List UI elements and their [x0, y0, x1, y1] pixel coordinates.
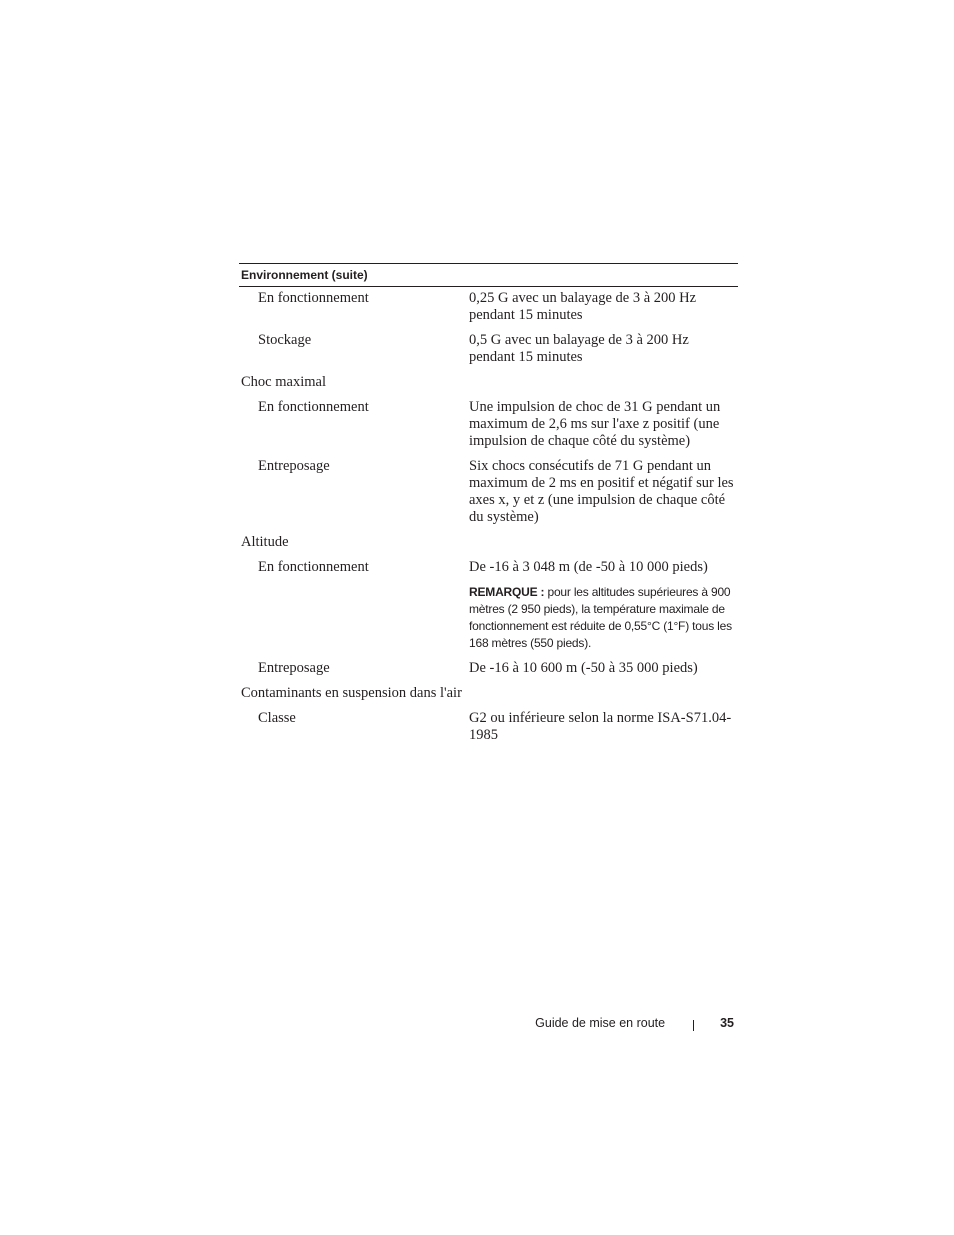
- table-row: [239, 450, 738, 526]
- section-label: Altitude: [241, 534, 289, 550]
- row-label: Entreposage: [258, 458, 330, 474]
- row-value: Une impulsion de choc de 31 G pendant un maximum de 2,6 ms sur l'axe z positif (une impulsion de chaque côté du système): [469, 399, 721, 449]
- row-label: Entreposage: [258, 660, 330, 676]
- table-section-row: [239, 366, 738, 391]
- table-row: [239, 702, 738, 744]
- table-row: [239, 324, 738, 366]
- row-label: En fonctionnement: [258, 559, 369, 575]
- row-label: Classe: [258, 710, 296, 726]
- row-value: [462, 685, 738, 702]
- guide-title: Guide de mise en route: [535, 1016, 666, 1030]
- section-label: Contaminants en suspension dans l'air: [241, 685, 462, 701]
- row-value: 0,5 G avec un balayage de 3 à 200 Hz pendant 15 minutes: [469, 332, 689, 365]
- row-value: G2 ou inférieure selon la norme ISA-S71.04-1985: [469, 710, 732, 743]
- row-label: En fonctionnement: [258, 290, 369, 306]
- altitude-note: [239, 576, 738, 652]
- environment-spec-table: [239, 263, 738, 744]
- table-row: [239, 287, 738, 324]
- section-label: Choc maximal: [241, 374, 326, 390]
- row-value: [469, 374, 738, 391]
- row-value: De -16 à 3 048 m (de -50 à 10 000 pieds): [469, 559, 708, 575]
- row-label: Stockage: [258, 332, 312, 348]
- page-footer: [535, 1016, 734, 1030]
- table-section-row: [239, 677, 738, 702]
- footer-separator: [693, 1020, 694, 1031]
- table-header: Environnement (suite): [239, 263, 738, 287]
- page-number: 35: [720, 1016, 734, 1030]
- row-value: Six chocs consécutifs de 71 G pendant un maximum de 2 ms en positif et négatif sur les axes x, y et z (une impulsion de chaque côté du système): [469, 458, 734, 525]
- table-row: [239, 391, 738, 450]
- row-label: En fonctionnement: [258, 399, 369, 415]
- row-value: De -16 à 10 600 m (-50 à 35 000 pieds): [469, 660, 698, 676]
- note-prefix: REMARQUE :: [469, 585, 545, 599]
- note-text: pour les altitudes supérieures à 900 mètres (2 950 pieds), la température maximale de fonctionnement est réduite de 0,55°C (1°F) tous les 168 mètres (550 pieds).: [469, 585, 732, 650]
- table-row: [239, 652, 738, 677]
- table-row: [239, 551, 738, 576]
- note-body: [469, 584, 738, 652]
- table-section-row: [239, 526, 738, 551]
- row-value: [469, 534, 738, 551]
- note-spacer: [239, 584, 469, 652]
- row-value: 0,25 G avec un balayage de 3 à 200 Hz pendant 15 minutes: [469, 290, 697, 323]
